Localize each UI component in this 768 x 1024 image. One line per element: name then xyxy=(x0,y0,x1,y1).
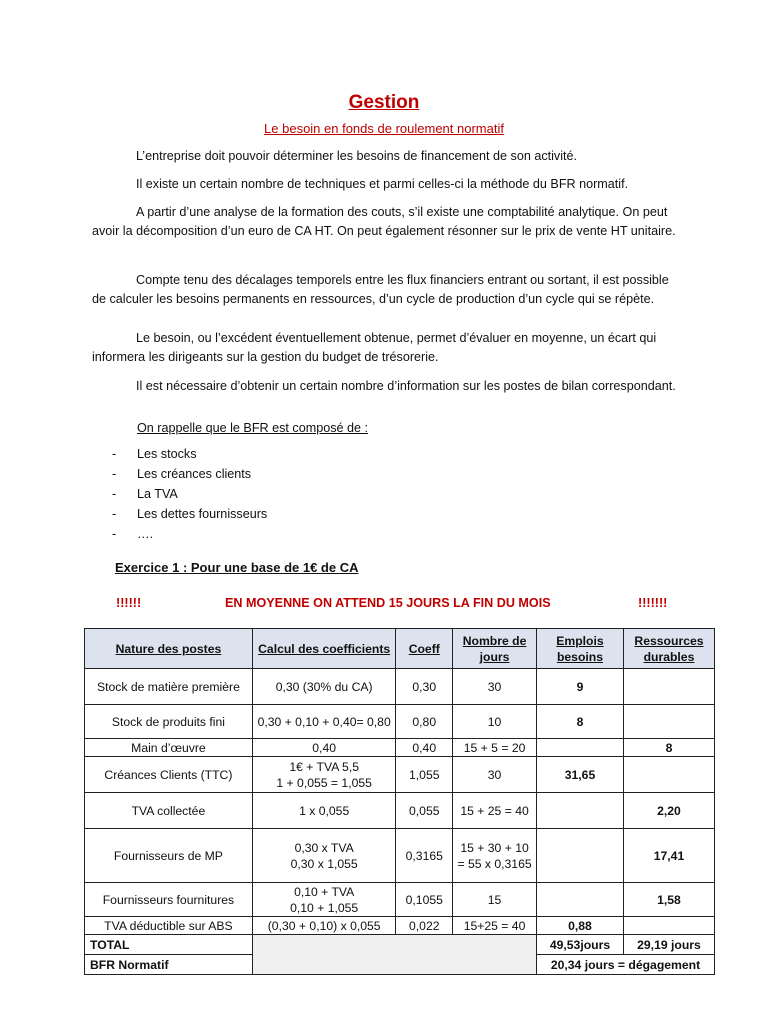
cell: TVA collectée xyxy=(85,793,253,829)
total-ressources: 29,19 jours xyxy=(623,935,714,955)
cell: 30 xyxy=(453,669,537,705)
exercise-heading: Exercice 1 : Pour une base de 1€ de CA xyxy=(115,560,359,575)
cell: 15 xyxy=(453,883,537,917)
cell: Stock de produits fini xyxy=(85,705,253,739)
cell: 10 xyxy=(453,705,537,739)
header-emplois: Emplois besoins xyxy=(537,629,624,669)
cell: 0,10 + TVA 0,10 + 1,055 xyxy=(252,883,396,917)
page-subtitle: Le besoin en fonds de roulement normatif xyxy=(264,121,504,136)
cell: Fournisseurs fournitures xyxy=(85,883,253,917)
cell: 0,40 xyxy=(252,739,396,757)
cell xyxy=(623,669,714,705)
cell: 0,30 + 0,10 + 0,40= 0,80 xyxy=(252,705,396,739)
cell: 0,3165 xyxy=(396,829,453,883)
total-emplois: 49,53jours xyxy=(537,935,624,955)
cell: 2,20 xyxy=(623,793,714,829)
cell: TVA déductible sur ABS xyxy=(85,917,253,935)
cell: 0,30 xyxy=(396,669,453,705)
alert-marks-right: !!!!!!! xyxy=(638,596,668,610)
list-item: - …. xyxy=(112,524,267,544)
cell: 30 xyxy=(453,757,537,793)
paragraph-2: Il existe un certain nombre de techniques et parmi celles-ci la méthode du BFR normatif. xyxy=(136,177,629,191)
cell xyxy=(537,739,624,757)
paragraph-6: Il est nécessaire d’obtenir un certain nombre d’information sur les postes de bilan correspondant. xyxy=(136,379,676,393)
table-row xyxy=(85,669,715,705)
list-item: - Les dettes fournisseurs xyxy=(112,504,267,524)
paragraph-5: Le besoin, ou l’excédent éventuellement obtenue, permet d’évaluer en moyenne, un écart qui informera les dirigeants sur la gestion du budget de trésorerie. xyxy=(92,331,657,364)
cell: 0,30 x TVA 0,30 x 1,055 xyxy=(252,829,396,883)
cell xyxy=(623,757,714,793)
bfr-label: BFR Normatif xyxy=(85,955,253,975)
header-jours: Nombre de jours xyxy=(453,629,537,669)
cell: 1,58 xyxy=(623,883,714,917)
cell: (0,30 + 0,10) x 0,055 xyxy=(252,917,396,935)
header-nature: Nature des postes xyxy=(85,629,253,669)
cell: 0,40 xyxy=(396,739,453,757)
table-row xyxy=(85,739,715,757)
list-item: - Les créances clients xyxy=(112,464,267,484)
cell: 9 xyxy=(537,669,624,705)
cell: Fournisseurs de MP xyxy=(85,829,253,883)
table-row xyxy=(85,757,715,793)
cell: Stock de matière première xyxy=(85,669,253,705)
cell: 0,88 xyxy=(537,917,624,935)
cell: 15 + 25 = 40 xyxy=(453,793,537,829)
page-title: Gestion xyxy=(348,92,420,113)
table-row xyxy=(85,793,715,829)
header-ressources: Ressources durables xyxy=(623,629,714,669)
bfr-value: 20,34 jours = dégagement xyxy=(537,955,715,975)
cell: 1,055 xyxy=(396,757,453,793)
cell: 1 x 0,055 xyxy=(252,793,396,829)
total-label: TOTAL xyxy=(85,935,253,955)
cell: 15+25 = 40 xyxy=(453,917,537,935)
alert-marks-left: !!!!!! xyxy=(116,596,142,610)
cell: 0,022 xyxy=(396,917,453,935)
cell: 0,30 (30% du CA) xyxy=(252,669,396,705)
list-item: - Les stocks xyxy=(112,444,267,464)
bfr-components-list xyxy=(112,444,267,544)
empty-cell xyxy=(252,935,536,975)
cell: 0,055 xyxy=(396,793,453,829)
header-calcul: Calcul des coefficients xyxy=(252,629,396,669)
total-row xyxy=(85,935,715,955)
paragraph-3: A partir d’une analyse de la formation des couts, s’il existe une comptabilité analytique. On peut avoir la décomposition d’un euro de CA HT. On peut également résonner sur le prix de vente HT unitaire. xyxy=(92,205,676,238)
cell: 31,65 xyxy=(537,757,624,793)
cell xyxy=(537,883,624,917)
cell: 17,41 xyxy=(623,829,714,883)
bfr-intro: On rappelle que le BFR est composé de : xyxy=(137,421,369,435)
table-header-row xyxy=(85,629,715,669)
table-row xyxy=(85,829,715,883)
table-row xyxy=(85,883,715,917)
list-item: - La TVA xyxy=(112,484,267,504)
paragraph-1: L’entreprise doit pouvoir déterminer les besoins de financement de son activité. xyxy=(136,149,578,163)
cell: 15 + 5 = 20 xyxy=(453,739,537,757)
cell: 1€ + TVA 5,5 1 + 0,055 = 1,055 xyxy=(252,757,396,793)
header-coeff: Coeff xyxy=(396,629,453,669)
cell xyxy=(623,917,714,935)
cell: 15 + 30 + 10 = 55 x 0,3165 xyxy=(453,829,537,883)
cell: 0,1055 xyxy=(396,883,453,917)
cell: 8 xyxy=(537,705,624,739)
table-row xyxy=(85,705,715,739)
cell xyxy=(537,793,624,829)
table-row xyxy=(85,917,715,935)
bfr-table xyxy=(84,628,715,975)
cell: Main d’œuvre xyxy=(85,739,253,757)
cell xyxy=(537,829,624,883)
alert-text: EN MOYENNE ON ATTEND 15 JOURS LA FIN DU MOIS xyxy=(225,596,551,610)
cell: Créances Clients (TTC) xyxy=(85,757,253,793)
paragraph-4: Compte tenu des décalages temporels entre les flux financiers entrant ou sortant, il est possible de calculer les besoins permanents en ressources, d’un cycle de production d’un cycle qui se répète. xyxy=(92,273,669,306)
cell xyxy=(623,705,714,739)
cell: 8 xyxy=(623,739,714,757)
cell: 0,80 xyxy=(396,705,453,739)
